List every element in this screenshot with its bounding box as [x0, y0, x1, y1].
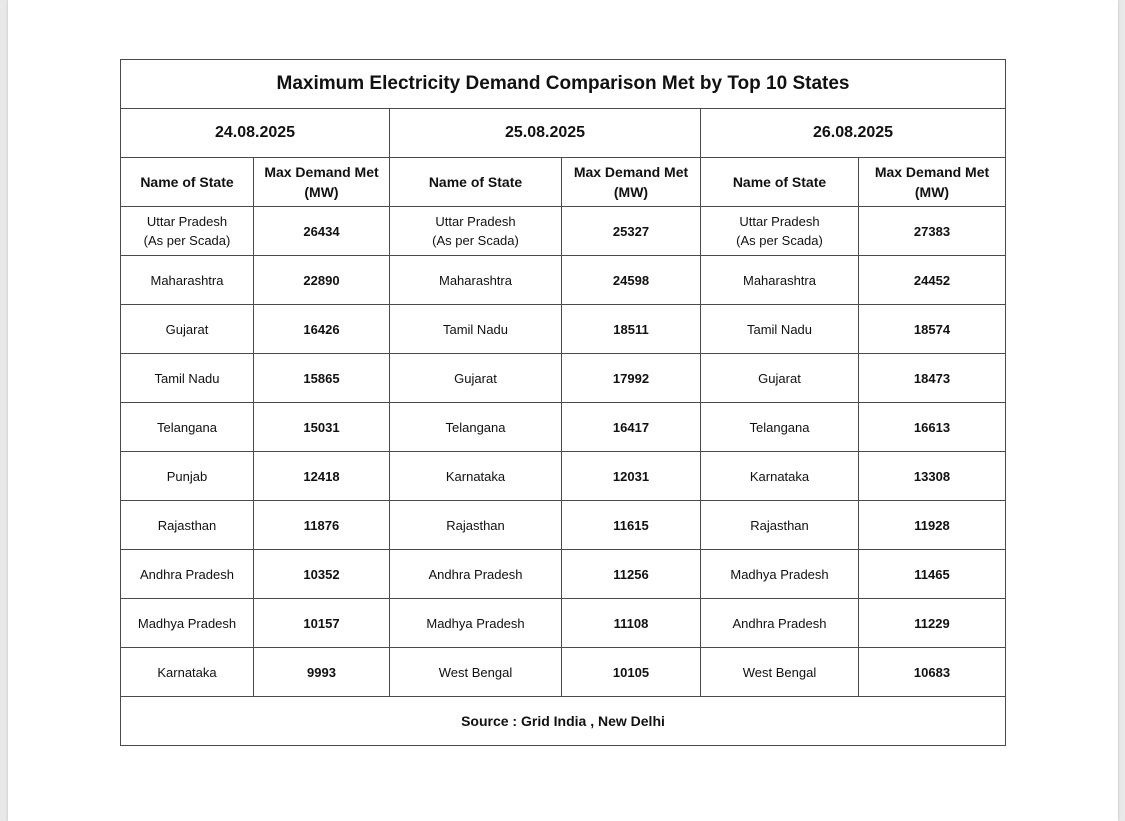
demand-value: 18511	[562, 305, 701, 354]
state-name: Madhya Pradesh	[137, 615, 237, 631]
demand-value: 13308	[859, 452, 1006, 501]
state-name-cell	[121, 403, 254, 452]
state-note: (As per Scada)	[143, 233, 231, 248]
state-name: Rajasthan	[157, 517, 217, 533]
demand-header-unit: (MW)	[304, 184, 339, 200]
demand-comparison-table	[120, 59, 1006, 746]
table-row	[121, 550, 1006, 599]
demand-value: 16426	[254, 305, 390, 354]
demand-value: 22890	[254, 256, 390, 305]
demand-header-line: Max Demand Met	[874, 164, 990, 180]
demand-column-header	[562, 158, 701, 207]
table-row	[121, 501, 1006, 550]
state-name-cell	[121, 599, 254, 648]
state-name: Gujarat	[758, 370, 801, 386]
state-name-cell	[701, 207, 859, 256]
demand-value: 11615	[562, 501, 701, 550]
state-name-cell	[701, 501, 859, 550]
demand-value: 16613	[859, 403, 1006, 452]
table-row	[121, 599, 1006, 648]
state-name-cell	[701, 256, 859, 305]
demand-value: 11465	[859, 550, 1006, 599]
state-name: Maharashtra	[439, 272, 512, 288]
state-name-cell	[390, 501, 562, 550]
state-name: Gujarat	[165, 321, 209, 337]
demand-column-header	[254, 158, 390, 207]
demand-column-header	[859, 158, 1006, 207]
state-name-cell	[390, 452, 562, 501]
source-note: Source : Grid India , New Delhi	[121, 697, 1006, 746]
column-header-row	[121, 158, 1006, 207]
state-name: Telangana	[749, 419, 810, 435]
state-name: Maharashtra	[150, 272, 224, 288]
state-name-cell	[701, 550, 859, 599]
demand-value: 27383	[859, 207, 1006, 256]
table-row	[121, 452, 1006, 501]
state-column-header: Name of State	[121, 158, 254, 207]
state-name-cell	[701, 354, 859, 403]
state-name: Karnataka	[749, 468, 810, 484]
table-row	[121, 256, 1006, 305]
date-header-row	[121, 109, 1006, 158]
demand-value: 10352	[254, 550, 390, 599]
state-name: Karnataka	[157, 664, 217, 680]
demand-value: 17992	[562, 354, 701, 403]
date-header: 25.08.2025	[390, 109, 701, 158]
state-name: Tamil Nadu	[154, 370, 220, 386]
state-name-cell	[121, 550, 254, 599]
demand-value: 16417	[562, 403, 701, 452]
state-name: Madhya Pradesh	[730, 566, 829, 582]
demand-header-line: Max Demand Met	[573, 164, 689, 180]
state-name: West Bengal	[438, 664, 513, 680]
demand-value: 11229	[859, 599, 1006, 648]
table-row	[121, 403, 1006, 452]
table-row	[121, 305, 1006, 354]
demand-value: 9993	[254, 648, 390, 697]
demand-value: 11108	[562, 599, 701, 648]
state-name: Uttar Pradesh	[739, 214, 820, 229]
source-row	[121, 697, 1006, 746]
demand-header-line: Max Demand Met	[264, 164, 379, 180]
demand-value: 18473	[859, 354, 1006, 403]
table-row	[121, 354, 1006, 403]
demand-value: 15031	[254, 403, 390, 452]
state-name: Telangana	[157, 419, 217, 435]
state-name-cell	[390, 256, 562, 305]
state-name: Rajasthan	[446, 517, 505, 533]
demand-value: 24598	[562, 256, 701, 305]
date-header: 26.08.2025	[701, 109, 1006, 158]
state-name-cell	[121, 648, 254, 697]
state-name-cell	[121, 305, 254, 354]
demand-value: 18574	[859, 305, 1006, 354]
state-name: Uttar Pradesh	[146, 214, 228, 229]
table-row	[121, 207, 1006, 256]
state-name-cell	[390, 354, 562, 403]
state-name: Uttar Pradesh	[435, 214, 516, 229]
state-name-cell	[390, 403, 562, 452]
demand-value: 11876	[254, 501, 390, 550]
state-name-cell	[121, 207, 254, 256]
state-name: Rajasthan	[750, 517, 809, 533]
demand-value: 25327	[562, 207, 701, 256]
table-row	[121, 648, 1006, 697]
state-name-cell	[390, 207, 562, 256]
state-name: Andhra Pradesh	[428, 566, 523, 582]
state-name-cell	[701, 648, 859, 697]
demand-value: 11256	[562, 550, 701, 599]
demand-value: 10105	[562, 648, 701, 697]
state-name-cell	[390, 648, 562, 697]
state-name-cell	[121, 452, 254, 501]
state-name-cell	[121, 256, 254, 305]
demand-value: 10157	[254, 599, 390, 648]
demand-value: 10683	[859, 648, 1006, 697]
state-name: Madhya Pradesh	[426, 615, 525, 631]
state-name: Maharashtra	[743, 272, 816, 288]
state-name-cell	[701, 452, 859, 501]
demand-header-unit: (MW)	[914, 184, 950, 200]
table-title: Maximum Electricity Demand Comparison Met by Top 10 States	[121, 60, 1006, 109]
demand-value: 12031	[562, 452, 701, 501]
state-name-cell	[121, 501, 254, 550]
state-name: Telangana	[445, 419, 506, 435]
state-name-cell	[701, 403, 859, 452]
state-name: Karnataka	[445, 468, 506, 484]
state-note: (As per Scada)	[736, 233, 823, 248]
state-name-cell	[390, 599, 562, 648]
state-column-header: Name of State	[390, 158, 562, 207]
date-header: 24.08.2025	[121, 109, 390, 158]
demand-value: 11928	[859, 501, 1006, 550]
state-name: Andhra Pradesh	[140, 566, 234, 582]
demand-value: 12418	[254, 452, 390, 501]
state-name: West Bengal	[742, 664, 817, 680]
state-name: Gujarat	[454, 370, 497, 386]
demand-value: 24452	[859, 256, 1006, 305]
state-name-cell	[701, 599, 859, 648]
demand-value: 15865	[254, 354, 390, 403]
state-name-cell	[701, 305, 859, 354]
state-name-cell	[121, 354, 254, 403]
state-name: Punjab	[166, 468, 208, 484]
state-column-header: Name of State	[701, 158, 859, 207]
state-name: Tamil Nadu	[746, 321, 813, 337]
demand-header-unit: (MW)	[613, 184, 649, 200]
state-name-cell	[390, 550, 562, 599]
state-name: Andhra Pradesh	[732, 615, 827, 631]
state-name: Tamil Nadu	[442, 321, 509, 337]
state-name-cell	[390, 305, 562, 354]
state-note: (As per Scada)	[432, 233, 519, 248]
document-page	[8, 0, 1118, 821]
demand-value: 26434	[254, 207, 390, 256]
